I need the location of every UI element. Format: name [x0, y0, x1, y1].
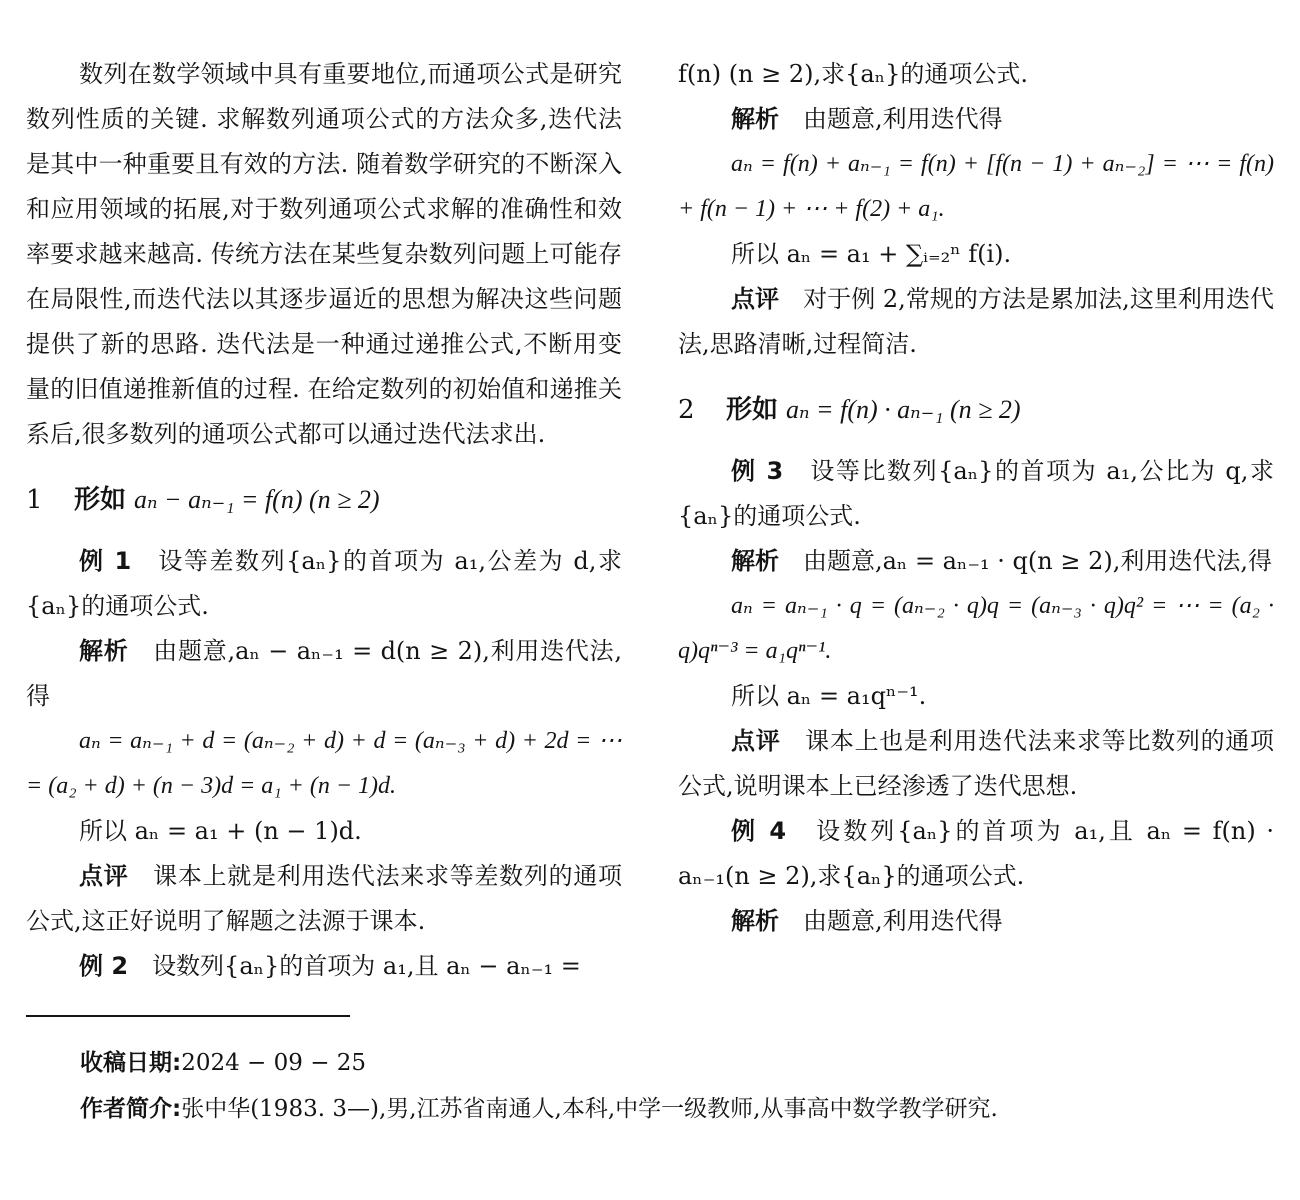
example-3-result: 所以 aₙ = a₁qⁿ⁻¹.: [731, 682, 927, 710]
section-number: 1: [26, 485, 43, 515]
section-formula: aₙ = f(n) · aₙ₋₁ (n ≥ 2): [786, 395, 1021, 424]
footnote: [80, 1040, 1260, 1132]
author-label: 作者简介:: [80, 1096, 182, 1122]
example-2-analysis: [678, 97, 1274, 142]
analysis-label: 解析: [731, 547, 779, 575]
received-date-line: [80, 1040, 1260, 1086]
example-3-equation: aₙ = aₙ₋₁ · q = (aₙ₋₂ · q)q = (aₙ₋₃ · q)q² = ⋯ = (a₂ · q)qⁿ⁻³ = a₁qⁿ⁻¹.: [678, 593, 1274, 664]
analysis-label: 解析: [731, 105, 779, 133]
section-title: 形如: [726, 395, 779, 425]
author-info: 张中华(1983. 3—),男,江苏省南通人,本科,中学一级教师,从事高中数学教学研究.: [181, 1096, 998, 1122]
example-2-review: [678, 277, 1274, 367]
section-formula: aₙ − aₙ₋₁ = f(n) (n ≥ 2): [134, 485, 380, 514]
example-label: 例 4: [731, 817, 787, 845]
example-2: [26, 944, 622, 989]
author-line: [80, 1086, 1260, 1132]
analysis-text: 由题意,aₙ = aₙ₋₁ · q(n ≥ 2),利用迭代法,得: [803, 547, 1272, 575]
example-3: [678, 449, 1274, 539]
analysis-text: 由题意,利用迭代得: [803, 907, 1003, 935]
example-2-continued: f(n) (n ≥ 2),求{aₙ}的通项公式.: [678, 60, 1029, 88]
analysis-text: 由题意,aₙ − aₙ₋₁ = d(n ≥ 2),利用迭代法,得: [26, 637, 623, 710]
example-2-equation: aₙ = f(n) + aₙ₋₁ = f(n) + [f(n − 1) + aₙ₋₂] = ⋯ = f(n) + f(n − 1) + ⋯ + f(2) + a₁.: [678, 151, 1274, 222]
example-1-result: 所以 aₙ = a₁ + (n − 1)d.: [79, 817, 362, 845]
section-1-heading: [26, 469, 622, 531]
example-text: 设等比数列{aₙ}的首项为 a₁,公比为 q,求{aₙ}的通项公式.: [678, 457, 1274, 530]
section-2-heading: [678, 379, 1274, 441]
example-1-review: [26, 854, 622, 944]
analysis-label: 解析: [79, 637, 129, 665]
footnote-divider: [26, 1015, 350, 1017]
example-text: 设数列{aₙ}的首项为 a₁,且 aₙ − aₙ₋₁ =: [152, 952, 581, 980]
left-column: [26, 52, 622, 989]
example-2-result: 所以 aₙ = a₁ + ∑ᵢ₌₂ⁿ f(i).: [731, 240, 1012, 268]
review-text: 课本上也是利用迭代法来求等比数列的通项公式,说明课本上已经渗透了迭代思想.: [678, 727, 1275, 800]
received-date-label: 收稿日期:: [80, 1050, 182, 1076]
example-1-analysis: [26, 629, 622, 719]
review-label: 点评: [79, 862, 129, 890]
example-4-analysis: [678, 899, 1274, 944]
example-label: 例 1: [79, 547, 132, 575]
example-3-analysis: [678, 539, 1274, 584]
review-text: 课本上就是利用迭代法来求等差数列的通项公式,这正好说明了解题之法源于课本.: [26, 862, 623, 935]
example-label: 例 2: [79, 952, 129, 980]
example-text: 设数列{aₙ}的首项为 a₁,且 aₙ = f(n) · aₙ₋₁(n ≥ 2),求{aₙ}的通项公式.: [678, 817, 1274, 890]
example-4: [678, 809, 1274, 899]
review-label: 点评: [731, 285, 780, 313]
analysis-text: 由题意,利用迭代得: [803, 105, 1003, 133]
received-date: 2024 − 09 − 25: [181, 1050, 367, 1076]
section-title: 形如: [74, 485, 127, 515]
intro-paragraph: 数列在数学领域中具有重要地位,而通项公式是研究数列性质的关键. 求解数列通项公式的方法众多,迭代法是其中一种重要且有效的方法. 随着数学研究的不断深入和应用领域的拓展,对于数列通项公式求解的准确性和效率要求越来越高. 传统方法在某些复杂数列问题上可能存在局限性,而迭代法以其逐步逼近的思想为解决这些问题提供了新的思路. 迭代法是一种通过递推公式,不断用变量的旧值递推新值的过程. 在给定数列的初始值和递推关系后,很多数列的通项公式都可以通过迭代法求出.: [26, 60, 622, 448]
analysis-label: 解析: [731, 907, 779, 935]
right-column: [678, 52, 1274, 944]
example-1: [26, 539, 622, 629]
example-label: 例 3: [731, 457, 784, 485]
section-number: 2: [678, 395, 695, 425]
review-text: 对于例 2,常规的方法是累加法,这里利用迭代法,思路清晰,过程简洁.: [678, 285, 1275, 358]
example-3-review: [678, 719, 1274, 809]
example-text: 设等差数列{aₙ}的首项为 a₁,公差为 d,求{aₙ}的通项公式.: [26, 547, 622, 620]
example-1-equation: aₙ = aₙ₋₁ + d = (aₙ₋₂ + d) + d = (aₙ₋₃ + d) + 2d = ⋯ = (a₂ + d) + (n − 3)d = a₁ + (n − 1)d.: [26, 728, 622, 799]
review-label: 点评: [731, 727, 781, 755]
